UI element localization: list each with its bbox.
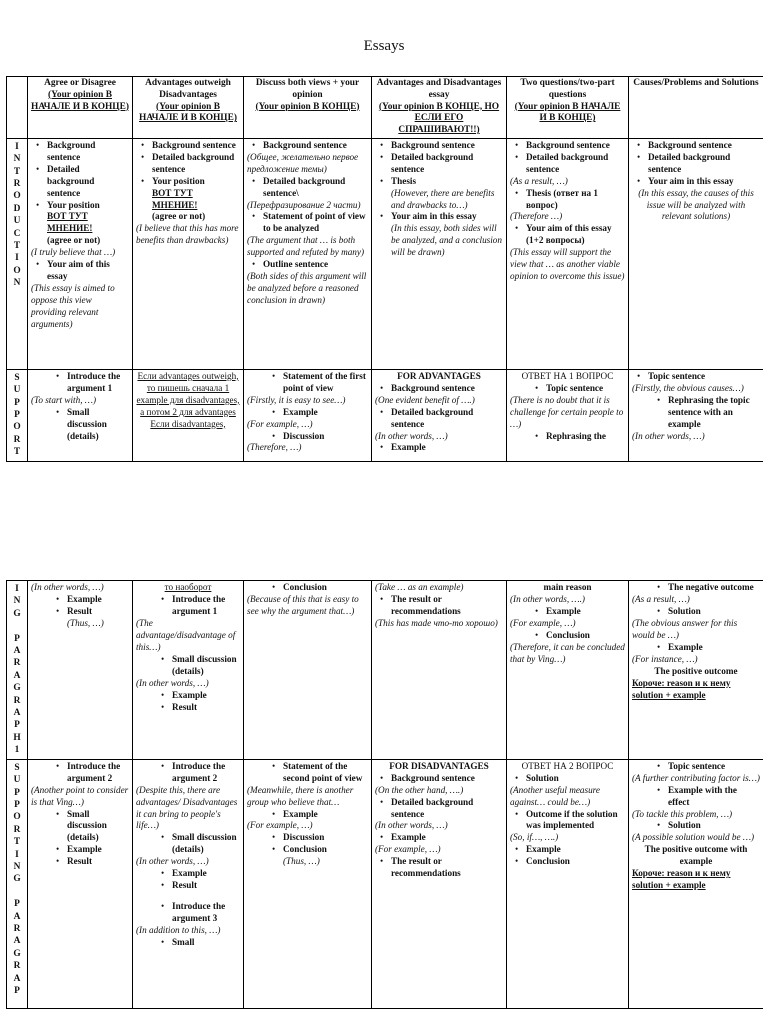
intro-cell-two-questions	[507, 138, 629, 369]
side-label-letter: C	[13, 228, 21, 239]
side-label-letter: I	[15, 584, 19, 594]
side-label-letter: O	[13, 265, 21, 276]
essay-table-page-1	[6, 76, 763, 462]
example-phrase: (In other words, …)	[31, 582, 104, 592]
header-causes-solutions	[629, 77, 764, 139]
header-title: Advantages and Disadvantages essay	[376, 78, 502, 100]
essay-structure-table	[6, 76, 763, 462]
support-row	[7, 369, 764, 462]
side-label-letter	[7, 620, 27, 632]
essay-table-page-2	[6, 580, 763, 1009]
header-title: Causes/Problems and Solutions	[633, 78, 759, 88]
intro-cell-agree	[28, 138, 133, 369]
support-cell-agree	[28, 369, 133, 462]
list-item: • Background sentence	[136, 140, 240, 152]
example-phrase: (Общее, желательно первое предложение темы)	[247, 151, 359, 174]
example-phrase: (In other words, ….)	[510, 593, 585, 604]
example-phrase: (As a result, …)	[510, 175, 568, 186]
side-label-letter: 1	[14, 745, 20, 756]
supporting-cell-advantages-outweigh	[133, 759, 244, 1009]
supporting-cell-two-questions	[507, 759, 629, 1009]
list-item: • Example	[247, 407, 368, 419]
example-phrase: (The advantage/disadvantage of this…)	[136, 617, 236, 652]
header-discuss-both-views	[244, 77, 372, 139]
header-two-questions	[507, 77, 629, 139]
list-item: • Introduce the argument 1	[136, 594, 240, 618]
list-item: • Example	[247, 809, 368, 821]
side-label-letter: T	[13, 166, 21, 177]
list-item: • Outcome if the solution was implemented	[510, 809, 625, 833]
intro-cell-causes-solutions	[629, 138, 764, 369]
list-item: • Example	[31, 594, 129, 606]
side-label-letter: I	[15, 253, 19, 264]
list-item: • Example	[136, 690, 240, 702]
side-label-letter: P	[14, 633, 20, 644]
list-item: • Solution	[632, 820, 760, 832]
side-label-letter: I	[15, 849, 19, 860]
ing-cell-causes-solutions	[629, 581, 764, 760]
ing-cell-agree	[28, 581, 133, 760]
list-item: • The result or recommendations	[375, 594, 503, 618]
emphasis-text: ВОТ ТУТ МНЕНИЕ!	[47, 211, 93, 234]
section-heading: FOR ADVANTAGES	[397, 370, 481, 381]
example-phrase: (Therefore, it can be concluded that by Ving…)	[510, 641, 625, 664]
side-label-letter: P	[14, 397, 20, 408]
side-label-letter: P	[14, 899, 20, 910]
side-label-letter: R	[13, 961, 21, 972]
side-label-letter: A	[13, 646, 21, 657]
emphasis-text: (agree or not)	[47, 235, 101, 246]
example-phrase: (Therefore, …)	[247, 442, 302, 453]
side-label-letter	[7, 886, 27, 898]
example-phrase: (In addition to this, …)	[136, 925, 221, 936]
example-phrase: (For example, …)	[510, 617, 576, 628]
list-item: • Background sentence	[510, 140, 625, 152]
header-title: Advantages outweigh Disadvantages	[145, 78, 231, 100]
emphasis-text: (agree or not)	[152, 211, 206, 222]
side-label-letter: O	[13, 422, 21, 433]
side-label-letter: R	[13, 658, 21, 669]
list-item: • Small discussion (details)	[136, 832, 240, 856]
ing-paragraph-row	[7, 581, 764, 760]
side-label-letter: R	[13, 824, 21, 835]
introduction-row	[7, 138, 764, 369]
list-item: • Result	[136, 702, 240, 714]
emphasis-text: The positive outcome with example	[644, 844, 748, 867]
example-phrase: (Despite this, there are advantages/ Disadvantages it can bring to people's life…)	[136, 784, 238, 831]
support-cell-advantages-outweigh	[133, 369, 244, 462]
list-item: • Statement of the second point of view	[247, 761, 368, 785]
list-item: • Solution	[510, 773, 625, 785]
side-label-letter: S	[14, 762, 20, 773]
list-item: • Your position	[31, 200, 129, 212]
note-text: Если advantages outweigh, то пишешь сначала 1 example для disadvantages, а потом 2 для advantages	[136, 370, 240, 417]
example-phrase: (I believe that this has more benefits than drawbacks)	[136, 223, 239, 246]
list-item: • Example	[510, 606, 625, 618]
side-label-letter: P	[14, 799, 20, 810]
header-note: (Your opinion В НАЧАЛЕ И В КОНЦЕ)	[31, 89, 129, 112]
list-item: • Example	[136, 868, 240, 880]
side-label-letter: T	[13, 447, 21, 458]
essay-structure-table-continued	[6, 580, 763, 1009]
list-item: • Detailed background sentence\	[247, 176, 368, 200]
list-item: • Topic sentence	[632, 761, 760, 773]
list-item: • Rephrasing the	[510, 431, 625, 443]
list-item: • Result	[31, 856, 129, 868]
header-note: (Your opinion В НАЧАЛЕ И В КОНЦЕ)	[139, 101, 237, 124]
example-phrase: (This essay will support the view that … as another viable opinion to overcome this issue)	[510, 247, 625, 282]
list-item: • Background sentence	[247, 140, 368, 152]
side-label-letter: P	[14, 986, 20, 996]
example-phrase: (There is no doubt that it is challenge for certain people to …)	[510, 394, 624, 429]
list-item: • Small	[136, 937, 240, 949]
side-label-introduction	[7, 138, 28, 369]
list-item: • Introduce the argument 2	[136, 761, 240, 785]
example-phrase: (In other words, …)	[136, 677, 209, 688]
side-label-letter: G	[13, 683, 21, 694]
side-label-supporting-paragraph	[7, 759, 28, 1009]
example-phrase: (In this essay, the causes of this issue will be analyzed with relevant solutions)	[638, 187, 754, 222]
list-item: • Example	[510, 844, 625, 856]
supporting-cell-discuss-both	[244, 759, 372, 1009]
example-phrase: (This essay is aimed to oppose this view providing relevant arguments)	[31, 283, 115, 330]
emphasis-text: ВОТ ТУТ МНЕНИЕ!	[152, 187, 198, 210]
support-cell-discuss-both	[244, 369, 372, 462]
list-item: • Statement of the first point of view	[247, 371, 368, 395]
side-label-letter: I	[15, 141, 19, 152]
side-label-letter: T	[13, 241, 21, 251]
list-item: • Thesis (ответ на 1 вопрос)	[510, 188, 625, 212]
section-heading: ОТВЕТ НА 1 ВОПРОС	[521, 370, 614, 381]
list-item: • Your position	[136, 176, 240, 188]
example-phrase: (As a result, …)	[632, 593, 690, 604]
side-label-letter: G	[13, 948, 21, 959]
side-label-letter: A	[13, 936, 21, 947]
side-label-letter: U	[13, 216, 21, 227]
list-item: • Conclusion	[247, 844, 368, 856]
header-row	[7, 77, 764, 139]
list-item: • Example	[31, 844, 129, 856]
example-phrase: (Therefore …)	[510, 211, 563, 222]
example-phrase: (I truly believe that …)	[31, 247, 116, 258]
supporting-cell-adv-disadv	[372, 759, 507, 1009]
header-title: Two questions/two-part questions	[520, 78, 615, 100]
list-item: • Rephrasing the topic sentence with an example	[632, 395, 760, 431]
example-phrase: (This has made что-то хорошо)	[375, 617, 498, 628]
list-item: • Statement of point of view to be analyzed	[247, 211, 368, 235]
example-phrase: (Firstly, it is easy to see…)	[247, 394, 346, 405]
side-label-letter: A	[13, 670, 21, 681]
side-label-letter: A	[13, 708, 21, 719]
list-item: • Introduce the argument 1	[31, 371, 129, 395]
list-item: • Detailed background sentence	[375, 407, 503, 431]
example-phrase: (Thus, …)	[283, 856, 320, 867]
ing-cell-advantages-outweigh	[133, 581, 244, 760]
intro-cell-advantages-outweigh	[133, 138, 244, 369]
list-item: • Your aim in this essay	[632, 176, 760, 188]
example-phrase: (One evident benefit of ….)	[375, 394, 475, 405]
ing-cell-adv-disadv	[372, 581, 507, 760]
side-label-letter: P	[14, 720, 20, 731]
list-item: • Detailed background sentence	[510, 152, 625, 176]
list-item: • Small discussion (details)	[31, 809, 129, 845]
list-item: • Detailed background sentence	[31, 164, 129, 200]
example-phrase: (The obvious answer for this would be …)	[632, 617, 738, 640]
example-phrase: (For instance, …)	[632, 653, 698, 664]
side-label-letter: H	[13, 732, 21, 743]
example-phrase: (In this essay, both sides will be analyzed, and a conclusion will be drawn)	[391, 223, 502, 258]
list-item: • Discussion	[247, 832, 368, 844]
side-label-letter: O	[13, 812, 21, 823]
example-phrase: (So, if…, ….)	[510, 832, 559, 843]
header-note: (Your opinion В НАЧАЛЕ И В КОНЦЕ)	[514, 101, 621, 124]
supporting-cell-agree	[28, 759, 133, 1009]
side-label-letter: S	[14, 372, 20, 383]
header-title: Discuss both views + your opinion	[255, 78, 360, 100]
side-label-support	[7, 369, 28, 462]
example-phrase: (A further contributing factor is…)	[632, 772, 760, 783]
side-label-letter: D	[13, 203, 21, 214]
example-phrase: (Because of this that is easy to see why the argument that…)	[247, 593, 359, 616]
list-item: • Example	[375, 832, 503, 844]
header-adv-disadv	[372, 77, 507, 139]
list-item: • Result	[136, 880, 240, 892]
example-phrase: (The argument that … is both supported and refuted by many)	[247, 235, 365, 258]
ing-cell-two-questions	[507, 581, 629, 760]
list-item: • The negative outcome	[632, 582, 760, 594]
side-label-letter: R	[13, 695, 21, 706]
list-item: • Small discussion (details)	[136, 654, 240, 678]
intro-cell-discuss-both	[244, 138, 372, 369]
example-phrase: (Another useful measure against… could be…)	[510, 784, 600, 807]
side-label-letter: N	[13, 154, 21, 165]
example-phrase: (Firstly, the obvious causes…)	[632, 382, 744, 393]
side-label-letter: N	[13, 596, 21, 607]
note-text: Если disadvantages,	[150, 418, 226, 429]
side-label-ing-paragraph	[7, 581, 28, 760]
header-advantages-outweigh	[133, 77, 244, 139]
list-item: • Topic sentence	[632, 371, 760, 383]
example-phrase: (A possible solution would be …)	[632, 832, 755, 843]
side-label-letter: N	[13, 861, 21, 872]
example-phrase: (In other words, …)	[136, 856, 209, 867]
support-cell-two-questions	[507, 369, 629, 462]
list-item: • Background sentence	[31, 140, 129, 164]
list-item: • Introduce the argument 3	[136, 901, 240, 925]
example-phrase: (Thus, …)	[67, 617, 104, 628]
support-cell-causes-solutions	[629, 369, 764, 462]
document-title: Essays	[363, 38, 405, 54]
list-item: • Result	[31, 606, 129, 618]
side-label-letter: T	[13, 837, 21, 848]
summary-note: Короче: reason и к нему solution + example	[632, 677, 731, 700]
side-label-letter: A	[13, 911, 21, 922]
header-note: (Your opinion В КОНЦЕ)	[255, 101, 360, 112]
side-label-letter: U	[13, 775, 21, 786]
list-item: • The result or recommendations	[375, 856, 503, 880]
list-item: • Background sentence	[375, 383, 503, 395]
list-item: • Your aim of this essay (1+2 вопросы)	[510, 223, 625, 247]
corner-cell	[7, 77, 28, 139]
header-title: Agree or Disagree	[44, 78, 116, 88]
list-item: • Example	[375, 442, 503, 454]
example-phrase: (For example, …)	[247, 418, 313, 429]
example-phrase: (For example, …)	[247, 820, 313, 831]
list-item: • Discussion	[247, 431, 368, 443]
supporting-paragraph-row	[7, 759, 764, 1009]
supporting-cell-causes-solutions	[629, 759, 764, 1009]
example-phrase: (To tackle this problem, …)	[632, 808, 733, 819]
summary-note: Короче: reason и к нему solution + example	[632, 868, 731, 891]
list-item: • Introduce the argument 2	[31, 761, 129, 785]
example-phrase: (However, there are benefits and drawbacks to…)	[391, 187, 495, 210]
side-label-letter: G	[13, 608, 21, 619]
example-phrase: (For example, …)	[375, 844, 441, 855]
list-item: • Conclusion	[510, 630, 625, 642]
side-label-letter: N	[13, 278, 21, 289]
side-label-letter: G	[13, 874, 21, 885]
header-agree-disagree	[28, 77, 133, 139]
list-item: • Conclusion	[510, 856, 625, 868]
intro-cell-adv-disadv	[372, 138, 507, 369]
example-phrase: (Перефразирование 2 части)	[247, 199, 361, 210]
list-item: • Background sentence	[632, 140, 760, 152]
list-item: • Outline sentence	[247, 259, 368, 271]
example-phrase: (To start with, …)	[31, 394, 97, 405]
side-label-letter: P	[14, 409, 20, 420]
side-label-letter: R	[13, 434, 21, 445]
list-item: • Conclusion	[247, 582, 368, 594]
example-phrase: (In other words, …)	[375, 430, 448, 441]
section-heading: FOR DISADVANTAGES	[389, 760, 489, 771]
list-item: • Background sentence	[375, 140, 503, 152]
list-item: • Topic sentence	[510, 383, 625, 395]
list-item: • Detailed background sentence	[375, 152, 503, 176]
list-item: • Example	[632, 642, 760, 654]
list-item: • Detailed background sentence	[375, 797, 503, 821]
list-item: • Your aim of this essay	[31, 259, 129, 283]
example-phrase: (Both sides of this argument will be analyzed before a reasoned conclusion in drawn)	[247, 271, 367, 306]
side-label-letter: A	[13, 973, 21, 984]
list-item: • Background sentence	[375, 773, 503, 785]
side-label-letter: U	[13, 385, 21, 396]
section-heading: ОТВЕТ НА 2 ВОПРОС	[521, 760, 614, 771]
example-phrase: (Meanwhile, there is another group who believe that…	[247, 784, 354, 807]
list-item: • Detailed background sentence	[136, 152, 240, 176]
example-phrase: (On the other hand, ….)	[375, 784, 464, 795]
list-item: • Thesis	[375, 176, 503, 188]
example-phrase: (In other words, …)	[375, 820, 448, 831]
example-phrase: (In other words, …)	[632, 430, 705, 441]
side-label-letter: P	[14, 787, 20, 798]
list-item-continued: main reason	[543, 582, 592, 592]
note-text: то наоборот	[164, 582, 212, 592]
side-label-letter: R	[13, 178, 21, 189]
list-item: • Solution	[632, 606, 760, 618]
list-item: • Example with the effect	[632, 785, 760, 809]
side-label-letter: R	[13, 923, 21, 934]
list-item: • Your aim in this essay	[375, 211, 503, 223]
list-item: • Detailed background sentence	[632, 152, 760, 176]
list-item: • Small discussion (details)	[31, 407, 129, 443]
example-phrase: (Another point to consider is that Ving…)	[31, 784, 129, 807]
support-cell-adv-disadv	[372, 369, 507, 462]
side-label-letter: O	[13, 191, 21, 202]
example-phrase: (Take … as an example)	[375, 582, 464, 592]
header-note: (Your opinion В КОНЦЕ, НО ЕСЛИ ЕГО СПРАШИВАЮТ!!)	[378, 101, 500, 135]
emphasis-text: The positive outcome	[654, 665, 738, 676]
ing-cell-discuss-both	[244, 581, 372, 760]
